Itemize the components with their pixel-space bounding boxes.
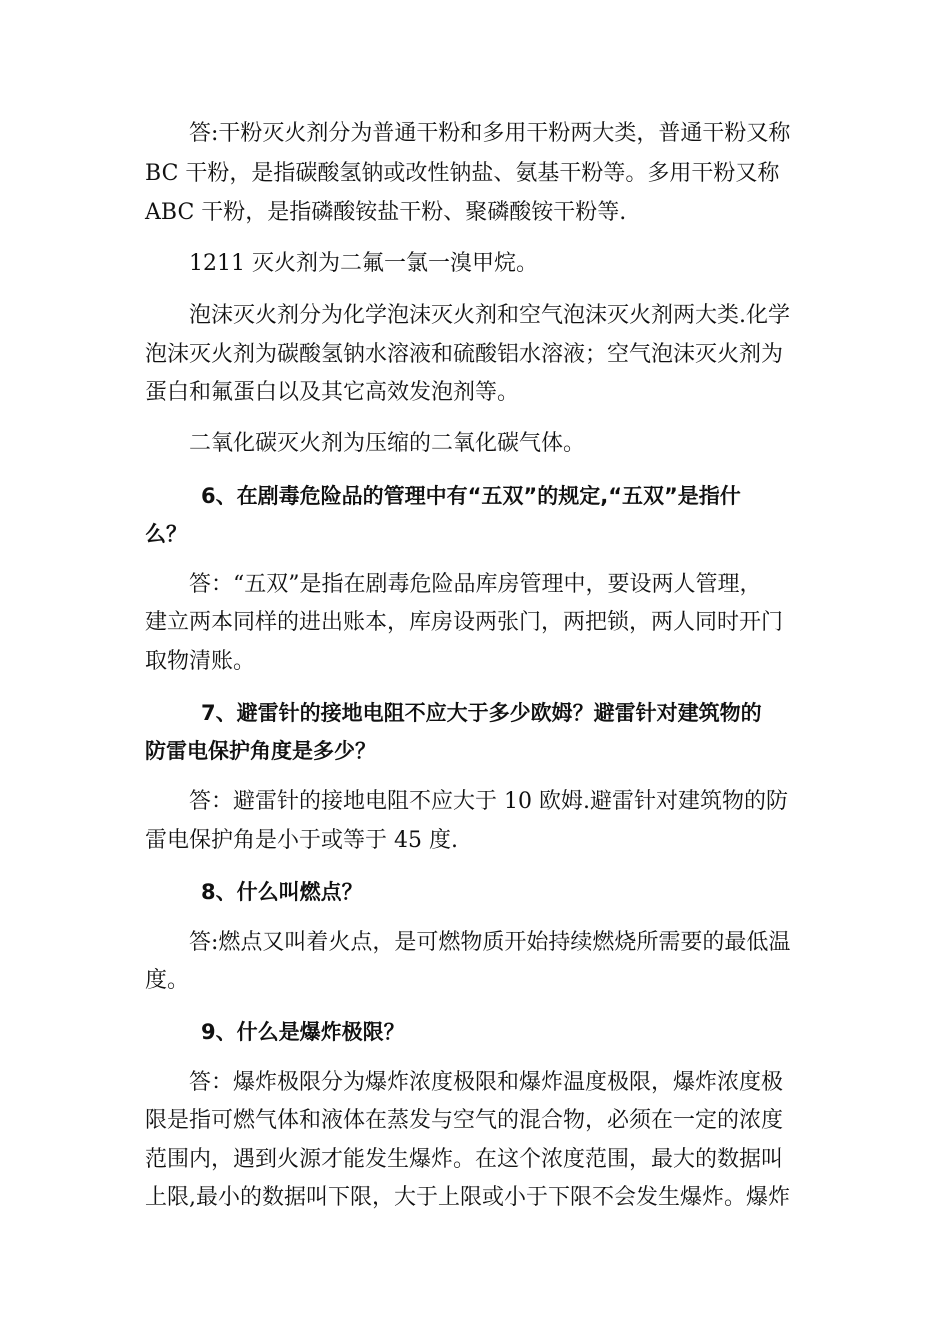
text-line: 答：爆炸极限分为爆炸浓度极限和爆炸温度极限，爆炸浓度极: [189, 1070, 784, 1095]
text-line: 取物清账。: [145, 649, 256, 674]
text-line: 蛋白和氟蛋白以及其它高效发泡剂等。: [145, 380, 520, 405]
text-line: 答:干粉灭火剂分为普通干粉和多用干粉两大类，普通干粉又称: [189, 121, 791, 146]
text-line: 泡沫灭火剂分为化学泡沫灭火剂和空气泡沫灭火剂两大类.化学: [189, 303, 790, 328]
question-line: 么？: [145, 522, 187, 546]
text-line: 泡沫灭火剂为碳酸氢钠水溶液和硫酸铝水溶液；空气泡沫灭火剂为: [145, 342, 784, 367]
answer-5-halon: 1211 灭火剂为二氟一氯一溴甲烷。: [189, 251, 538, 276]
text-line: 范围内，遇到火源才能发生爆炸。在这个浓度范围，最大的数据叫: [145, 1147, 784, 1172]
text-line: 答：“五双”是指在剧毒危险品库房管理中，要设两人管理，: [189, 572, 762, 597]
text-line: ABC 干粉，是指磷酸铵盐干粉、聚磷酸铵干粉等.: [145, 200, 627, 225]
text-line: 建立两本同样的进出账本，库房设两张门，两把锁，两人同时开门: [145, 610, 784, 635]
answer-5-co2: 二氧化碳灭火剂为压缩的二氧化碳气体。: [189, 431, 586, 456]
text-line: 上限,最小的数据叫下限，大于上限或小于下限不会发生爆炸。爆炸: [145, 1185, 790, 1210]
question-line: 防雷电保护角度是多少？: [145, 739, 376, 763]
question-line: 7、避雷针的接地电阻不应大于多少欧姆？避雷针对建筑物的: [201, 701, 762, 725]
text-line: 限是指可燃气体和液体在蒸发与空气的混合物，必须在一定的浓度: [145, 1108, 784, 1133]
question-8: 8、什么叫燃点？: [201, 880, 363, 904]
text-line: 答：避雷针的接地电阻不应大于 10 欧姆.避雷针对建筑物的防: [189, 789, 788, 814]
text-line: 雷电保护角是小于或等于 45 度.: [145, 828, 458, 853]
text-line: 答:燃点又叫着火点，是可燃物质开始持续燃烧所需要的最低温: [189, 930, 791, 955]
text-line: BC 干粉，是指碳酸氢钠或改性钠盐、氨基干粉等。多用干粉又称: [145, 161, 780, 186]
text-line: 度。: [145, 968, 190, 993]
question-9: 9、什么是爆炸极限？: [201, 1020, 405, 1044]
question-line: 6、在剧毒危险品的管理中有“五双”的规定,“五双”是指什: [201, 484, 741, 508]
